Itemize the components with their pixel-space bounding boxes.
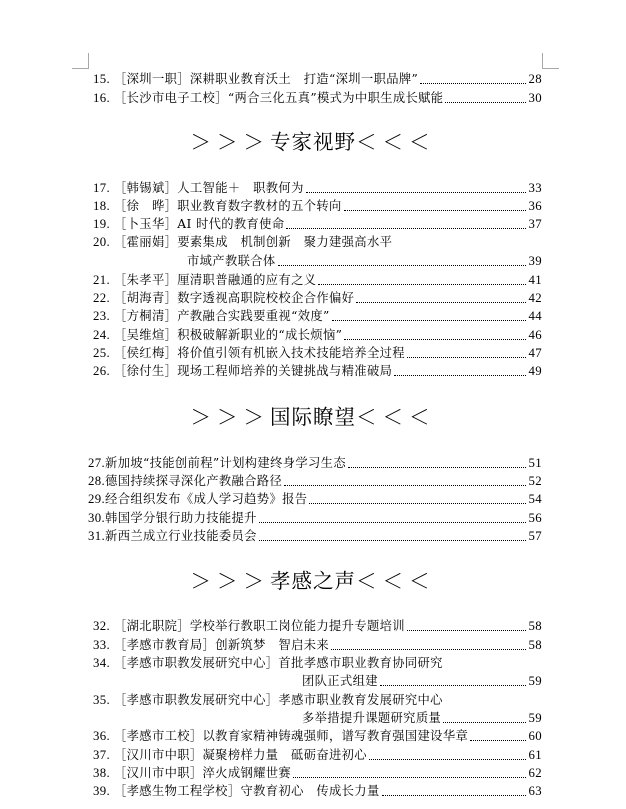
dot-leader — [394, 375, 525, 376]
entry-title: 将价值引领有机嵌入技术技能培养全过程 — [177, 346, 405, 360]
entry-source: ［汉川市中职］ — [114, 766, 203, 780]
entry-title: 多举措提升课题研究质量 — [302, 711, 442, 725]
left-arrows-icon: ＜＜＜ — [356, 569, 436, 593]
toc-entry[interactable] — [88, 490, 542, 508]
entry-page: 51 — [528, 456, 542, 470]
entry-title: 人工智能＋ 职教何为 — [177, 181, 304, 195]
entry-number: 29. — [88, 492, 106, 506]
entry-page: 56 — [528, 511, 542, 525]
toc-entry[interactable] — [88, 70, 542, 88]
entry-page: 54 — [528, 492, 542, 506]
left-arrows-icon: ＜＜＜ — [356, 130, 436, 154]
entry-page: 49 — [528, 364, 542, 378]
entry-page: 59 — [528, 674, 542, 688]
toc-entry[interactable] — [88, 472, 542, 490]
entry-source: ［韩锡斌］ — [114, 181, 178, 195]
section-heading-xiaogan — [0, 567, 626, 595]
dot-leader — [382, 795, 526, 796]
toc-entry[interactable] — [88, 636, 542, 654]
entry-source: ［徐付生］ — [114, 364, 178, 378]
entry-title: 新加坡“技能创前程”计划构建终身学习生态 — [105, 456, 346, 470]
entry-title: 数字透视高职院校校企合作偏好 — [177, 291, 355, 305]
entry-number: 31. — [88, 529, 106, 543]
entry-number: 21. — [92, 273, 110, 287]
entry-title: 首批孝感市职业教育协同研究 — [278, 656, 443, 670]
toc-entry[interactable] — [88, 454, 542, 472]
entry-title: 厘清职普融通的应有之义 — [177, 273, 317, 287]
entry-number: 26. — [92, 364, 110, 378]
toc-entry[interactable] — [88, 344, 542, 362]
right-arrows-icon: ＞＞＞ — [190, 130, 270, 154]
entry-page: 61 — [528, 748, 542, 762]
entry-source: ［卜玉华］ — [114, 217, 178, 231]
entry-number: 17. — [92, 181, 110, 195]
entry-number: 39. — [92, 784, 110, 798]
entry-page: 58 — [528, 619, 542, 633]
entry-source: ［徐 晔］ — [114, 199, 178, 213]
entry-source: ［深圳一职］ — [114, 72, 190, 86]
entry-source: ［霍丽娟］ — [114, 235, 178, 249]
entry-page: 63 — [528, 784, 542, 798]
toc-entry[interactable] — [88, 307, 542, 325]
entry-title: 孝感市职业教育发展研究中心 — [278, 693, 443, 707]
entry-number: 16. — [92, 91, 110, 105]
dot-leader — [344, 210, 526, 211]
entry-number: 20. — [92, 235, 110, 249]
entry-title: 创新筑梦 智启未来 — [215, 638, 330, 652]
toc-entry[interactable] — [88, 326, 542, 344]
entry-source: ［胡海青］ — [114, 291, 178, 305]
toc-entry[interactable] — [88, 197, 542, 215]
toc-entry-continuation[interactable] — [187, 252, 542, 270]
dot-leader — [293, 777, 525, 778]
entry-title: 产教融合实践要重视“效度” — [177, 309, 330, 323]
dot-leader — [420, 83, 525, 84]
toc-entry-continuation[interactable] — [302, 672, 542, 690]
entry-page: 30 — [528, 91, 542, 105]
entry-number: 22. — [92, 291, 110, 305]
entry-number: 25. — [92, 346, 110, 360]
entry-page: 58 — [528, 638, 542, 652]
dot-leader — [380, 685, 526, 686]
entry-number: 24. — [92, 328, 110, 342]
entry-page: 62 — [528, 766, 542, 780]
entry-page: 52 — [528, 474, 542, 488]
entry-number: 18. — [92, 199, 110, 213]
dot-leader — [284, 485, 525, 486]
entry-number: 32. — [92, 619, 110, 633]
dot-leader — [470, 740, 525, 741]
dot-leader — [443, 722, 525, 723]
section-title: 专家视野 — [270, 130, 356, 154]
entry-source: ［孝感市教育局］ — [114, 638, 216, 652]
entry-title: 淬火成钢耀世赛 — [202, 766, 292, 780]
section-heading-international — [0, 403, 626, 431]
dot-leader — [332, 320, 526, 321]
entry-title: 要素集成 机制创新 聚力建强高水平 — [177, 235, 393, 249]
entry-number: 19. — [92, 217, 110, 231]
entry-title: 经合组织发布《成人学习趋势》报告 — [105, 492, 308, 506]
corner-mark-left-horizontal — [72, 68, 89, 69]
entry-source: ［孝感生物工程学校］ — [114, 784, 241, 798]
entry-page: 47 — [528, 346, 542, 360]
entry-page: 37 — [528, 217, 542, 231]
corner-mark-right-horizontal — [542, 68, 559, 69]
corner-mark-right-vertical — [542, 53, 543, 69]
entry-source: ［朱孝平］ — [114, 273, 178, 287]
dot-leader — [445, 102, 525, 103]
toc-entry[interactable] — [88, 89, 542, 107]
entry-source: ［孝感市职教发展研究中心］ — [114, 693, 279, 707]
dot-leader — [278, 265, 526, 266]
entry-page: 57 — [528, 529, 542, 543]
entry-title: 市域产教联合体 — [187, 254, 276, 268]
entry-title: 现场工程师培养的关键挑战与精准破局 — [177, 364, 393, 378]
toc-entry[interactable] — [88, 527, 542, 545]
entry-page: 60 — [528, 729, 542, 743]
toc-entry[interactable] — [88, 746, 542, 764]
right-arrows-icon: ＞＞＞ — [190, 405, 270, 429]
toc-entry[interactable] — [88, 179, 542, 197]
corner-mark-left-vertical — [88, 53, 89, 69]
toc-entry[interactable] — [88, 233, 542, 251]
entry-source: ［湖北职院］ — [114, 619, 190, 633]
section-title: 国际瞭望 — [270, 405, 356, 429]
toc-entry[interactable] — [88, 727, 542, 745]
dot-leader — [348, 467, 526, 468]
toc-entry[interactable] — [88, 271, 542, 289]
entry-source: ［孝感市职教发展研究中心］ — [114, 656, 279, 670]
entry-source: ［侯红梅］ — [114, 346, 178, 360]
toc-entry[interactable] — [88, 617, 542, 635]
entry-title: 德国持续探寻深化产教融合路径 — [105, 474, 283, 488]
entry-number: 23. — [92, 309, 110, 323]
toc-entry[interactable] — [88, 362, 542, 380]
entry-source: ［汉川市中职］ — [114, 748, 203, 762]
entry-title: AI 时代的教育使命 — [177, 217, 285, 231]
dot-leader — [259, 540, 526, 541]
dot-leader — [309, 503, 525, 504]
entry-source: ［长沙市电子工校］ — [114, 91, 228, 105]
section-heading-expert — [0, 128, 626, 156]
entry-number: 36. — [92, 729, 110, 743]
entry-source: ［吴维煊］ — [114, 328, 178, 342]
toc-entry[interactable] — [88, 654, 542, 672]
entry-page: 33 — [528, 181, 542, 195]
entry-title: 职业教育数字教材的五个转向 — [177, 199, 342, 213]
section-title: 孝感之声 — [270, 569, 356, 593]
entry-title: “两合三化五真”模式为中职生成长赋能 — [227, 91, 444, 105]
entry-number: 38. — [92, 766, 110, 780]
toc-entry[interactable] — [88, 215, 542, 233]
dot-leader — [369, 759, 526, 760]
entry-page: 42 — [528, 291, 542, 305]
entry-page: 39 — [528, 254, 542, 268]
right-arrows-icon: ＞＞＞ — [190, 569, 270, 593]
entry-number: 37. — [92, 748, 110, 762]
entry-title: 新西兰成立行业技能委员会 — [105, 529, 257, 543]
entry-page: 36 — [528, 199, 542, 213]
entry-number: 15. — [92, 72, 110, 86]
dot-leader — [306, 192, 526, 193]
dot-leader — [259, 522, 526, 523]
entry-page: 44 — [528, 309, 542, 323]
entry-number: 27. — [88, 456, 106, 470]
toc-entry[interactable] — [88, 782, 542, 800]
dot-leader — [286, 228, 525, 229]
entry-title: 学校举行教职工岗位能力提升专题培训 — [189, 619, 405, 633]
entry-number: 28. — [88, 474, 106, 488]
entry-title: 积极破解新职业的“成长烦恼” — [177, 328, 343, 342]
entry-title: 韩国学分银行助力技能提升 — [105, 511, 257, 525]
entry-number: 33. — [92, 638, 110, 652]
entry-title: 深耕职业教育沃土 打造“深圳一职品牌” — [189, 72, 419, 86]
dot-leader — [344, 339, 525, 340]
toc-entry-continuation[interactable] — [302, 709, 542, 727]
entry-page: 46 — [528, 328, 542, 342]
left-arrows-icon: ＜＜＜ — [356, 405, 436, 429]
dot-leader — [407, 357, 526, 358]
entry-page: 41 — [528, 273, 542, 287]
entry-title: 凝聚榜样力量 砥砺奋进初心 — [202, 748, 367, 762]
toc-entry[interactable] — [88, 289, 542, 307]
entry-number: 34. — [92, 656, 110, 670]
entry-page: 59 — [528, 711, 542, 725]
toc-entry[interactable] — [88, 764, 542, 782]
entry-source: ［孝感市工校］ — [114, 729, 203, 743]
entry-title: 团队正式组建 — [302, 674, 378, 688]
entry-number: 30. — [88, 511, 106, 525]
toc-entry[interactable] — [88, 691, 542, 709]
dot-leader — [331, 649, 525, 650]
entry-page: 28 — [528, 72, 542, 86]
dot-leader — [356, 302, 525, 303]
entry-title: 以教育家精神铸魂强师，谱写教育强国建设华章 — [202, 729, 469, 743]
entry-title: 守教育初心 传成长力量 — [240, 784, 380, 798]
entry-source: ［方桐清］ — [114, 309, 178, 323]
toc-entry[interactable] — [88, 509, 542, 527]
dot-leader — [318, 284, 525, 285]
dot-leader — [407, 630, 526, 631]
entry-number: 35. — [92, 693, 110, 707]
